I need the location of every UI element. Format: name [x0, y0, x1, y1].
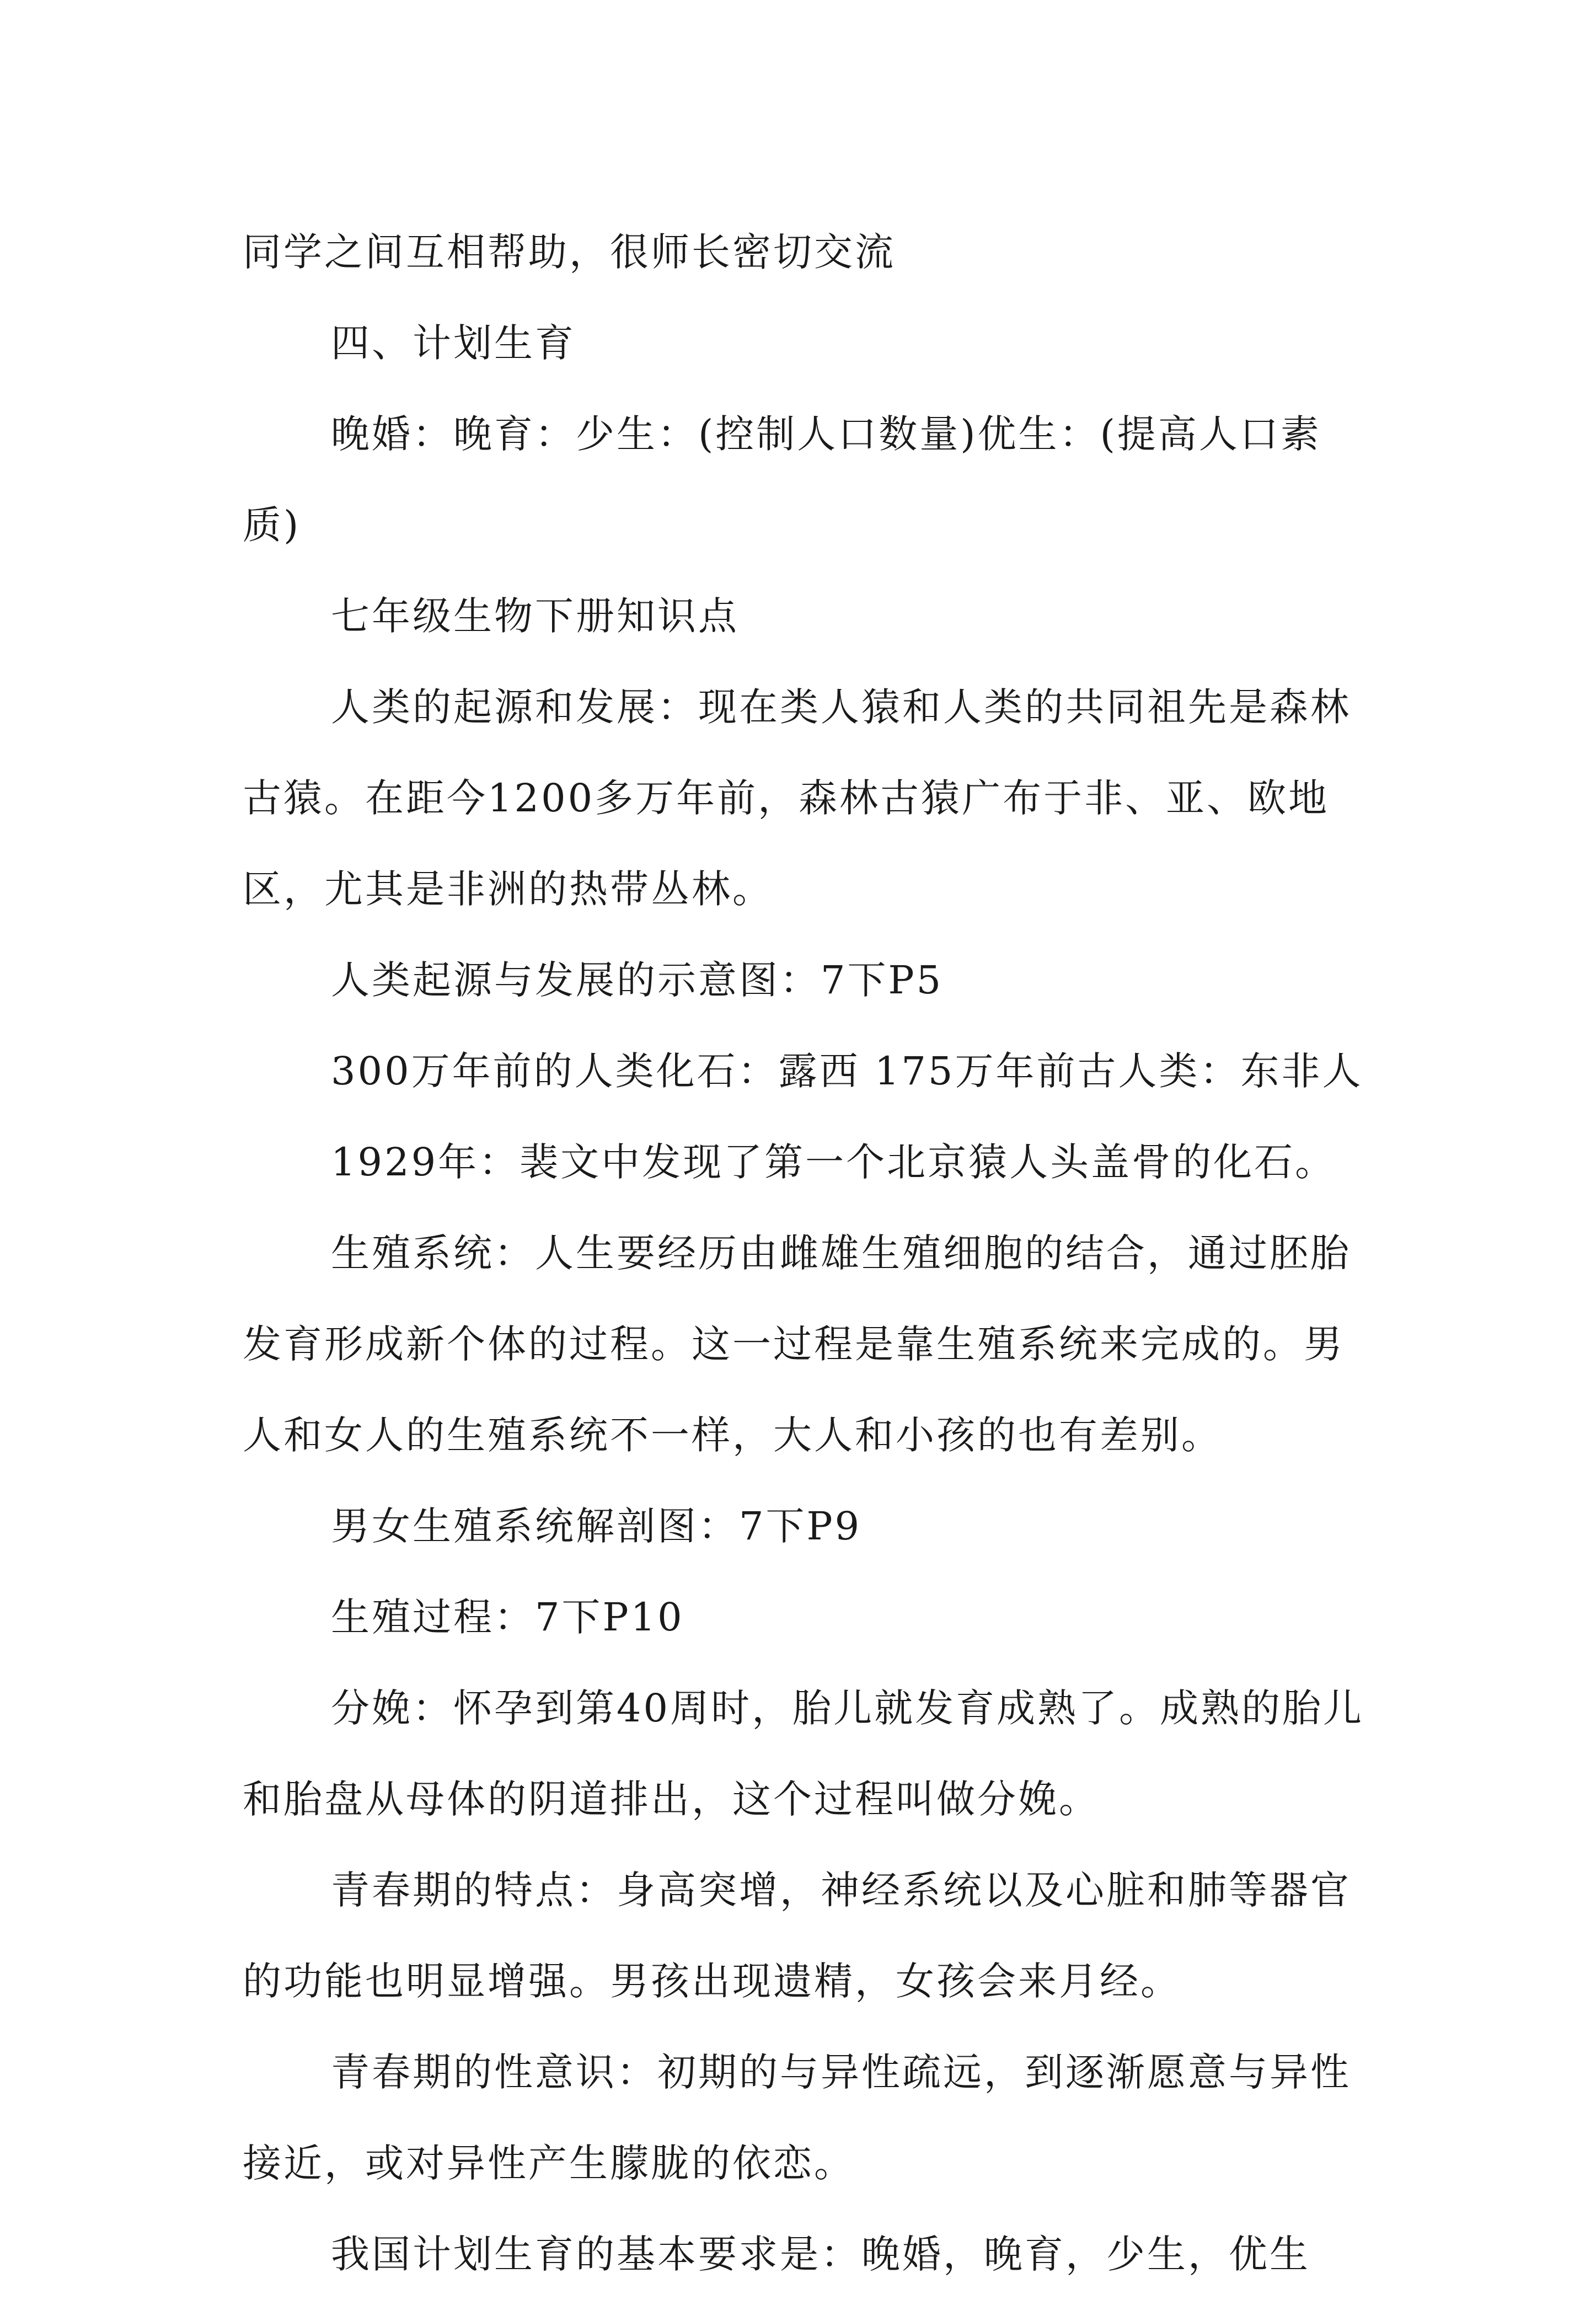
- section-heading: 四、计划生育: [331, 320, 576, 366]
- paragraph: 生殖过程：7下P10: [331, 1595, 684, 1640]
- paragraph: 人类起源与发展的示意图：7下P5: [331, 958, 944, 1003]
- paragraph: 晚婚：晚育：少生：(控制人口数量)优生：(提高人口素质): [243, 411, 1321, 548]
- paragraph: 分娩：怀孕到第40周时，胎儿就发育成熟了。成熟的胎儿和胎盘从母体的阴道排出，这个过程叫做分娩。: [243, 1686, 1364, 1822]
- paragraph: 同学之间互相帮助，很师长密切交流: [243, 229, 896, 275]
- paragraph: 我国计划生育的基本要求是：晚婚，晚育，少生，优生: [331, 2232, 1310, 2277]
- paragraph: 人类的起源和发展：现在类人猿和人类的共同祖先是森林古猿。在距今1200多万年前，森林古猿广布于非、亚、欧地区，尤其是非洲的热带丛林。: [243, 684, 1351, 912]
- document-body: [243, 207, 1368, 2300]
- paragraph: 1929年：裴文中发现了第一个北京猿人头盖骨的化石。: [331, 1140, 1336, 1185]
- paragraph: 生殖系统：人生要经历由雌雄生殖细胞的结合，通过胚胎发育形成新个体的过程。这一过程是靠生殖系统来完成的。男人和女人的生殖系统不一样，大人和小孩的也有差别。: [243, 1231, 1351, 1458]
- section-heading: 七年级生物下册知识点: [331, 593, 739, 639]
- paragraph: 青春期的性意识：初期的与异性疏远，到逐渐愿意与异性接近，或对异性产生朦胧的依恋。: [243, 2050, 1351, 2186]
- paragraph: 青春期的特点：身高突增，神经系统以及心脏和肺等器官的功能也明显增强。男孩出现遗精，女孩会来月经。: [243, 1868, 1351, 2004]
- paragraph: 300万年前的人类化石：露西 175万年前古人类：东非人: [331, 1049, 1363, 1094]
- paragraph: 男女生殖系统解剖图：7下P9: [331, 1504, 862, 1549]
